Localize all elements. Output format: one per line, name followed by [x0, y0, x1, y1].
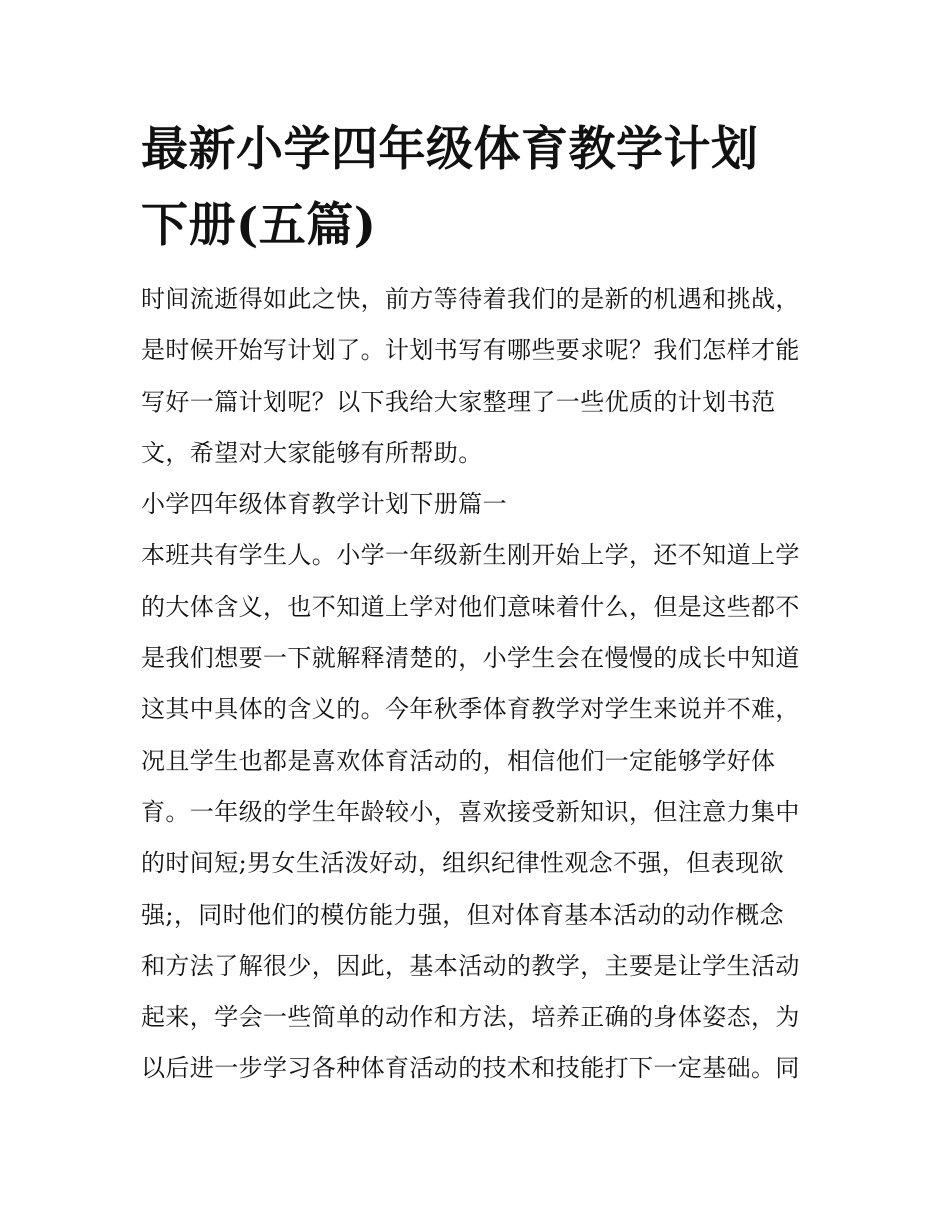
body-line-11: 以后进一步学习各种体育活动的技术和技能打下一定基础。同 [141, 1054, 800, 1083]
intro-line-4: 文，希望对大家能够有所帮助。 [141, 438, 483, 467]
document-title [141, 112, 816, 264]
body-line-7: 的时间短;男女生活泼好动，组织纪律性观念不强，但表现欲 [141, 849, 784, 878]
body-line-9: 和方法了解很少，因此，基本活动的教学，主要是让学生活动 [141, 951, 800, 980]
intro-line-3: 写好一篇计划呢？以下我给大家整理了一些优质的计划书范 [141, 387, 776, 416]
body-line-3: 是我们想要一下就解释清楚的，小学生会在慢慢的成长中知道 [141, 644, 800, 673]
intro-line-1: 时间流逝得如此之快，前方等待着我们的是新的机遇和挑战， [141, 285, 800, 313]
body-line-4: 这其中具体的含义的。今年秋季体育教学对学生来说并不难， [141, 695, 800, 724]
title-line-2: 下册(五篇) [141, 198, 377, 253]
title-line-1: 最新小学四年级体育教学计划 [141, 122, 759, 177]
document-content [141, 112, 816, 1095]
body-line-2: 的大体含义，也不知道上学对他们意味着什么，但是这些都不 [141, 592, 800, 621]
intro-paragraph [141, 274, 816, 479]
body-line-5: 况且学生也都是喜欢体育活动的，相信他们一定能够学好体 [141, 746, 776, 775]
body-line-8: 强;，同时他们的模仿能力强，但对体育基本活动的动作概念 [141, 900, 784, 929]
intro-line-2: 是时候开始写计划了。计划书写有哪些要求呢？我们怎样才能 [141, 336, 800, 365]
body-paragraph [141, 530, 816, 1094]
body-line-10: 起来，学会一些简单的动作和方法，培养正确的身体姿态，为 [141, 1003, 800, 1032]
body-line-1: 本班共有学生人。小学一年级新生刚开始上学，还不知道上学 [141, 541, 800, 570]
body-line-6: 育。一年级的学生年龄较小，喜欢接受新知识，但注意力集中 [141, 797, 800, 826]
section-heading: 小学四年级体育教学计划下册篇一 [141, 490, 507, 519]
